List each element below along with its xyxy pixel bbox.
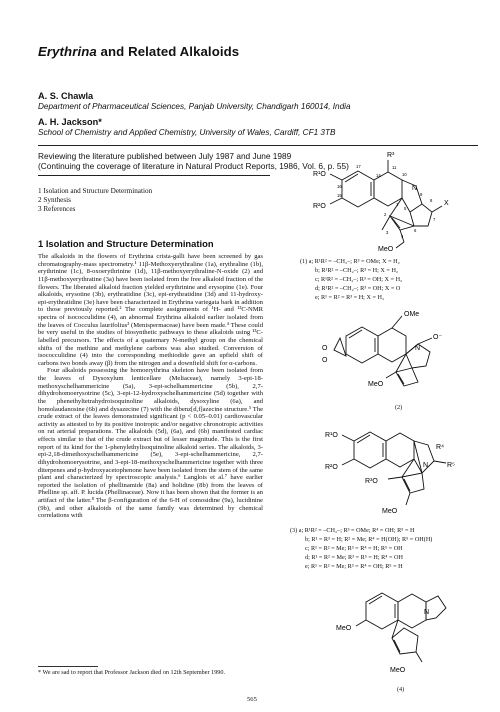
label-meo: MeO [382,508,398,515]
structure-2-caption: (2) [395,404,403,411]
structure-4-caption: (4) [397,686,405,693]
svg-text:17: 17 [356,164,361,169]
label-x: X [444,200,449,207]
caption-line: d; R¹R² = –CH₂–; R³ = OH; X = O [315,284,401,292]
author-2-affiliation: School of Chemistry and Applied Chemistry, University of Wales, Cardiff, CF1 3TB [38,128,336,137]
svg-text:8: 8 [430,198,433,203]
label-r4: R⁴ [436,444,445,451]
caption-line: e; R¹ = R² = Me; R³ = R⁴ = OH; R⁵ = H [305,562,403,570]
section-heading: 1 Isolation and Structure Determination [38,238,214,249]
svg-text:16: 16 [337,184,342,189]
caption-line: (1) a; R¹R² = –CH₂–; R³ = OMe; X = H₂ [300,258,400,265]
caption-line: b; R¹ = R³ = H; R² = Me; R⁴ = H(OH); R⁵ = OH(H) [305,535,433,543]
review-line-2: (Continuing the coverage of literature in Natural Product Reports, 1986, Vol. 6, p. 55) [38,161,349,172]
svg-text:9: 9 [420,192,423,197]
label-r2o: R²O [325,464,338,471]
svg-text:2: 2 [384,212,387,217]
label-meo-lower: MeO [390,667,406,674]
svg-text:O: O [322,357,328,364]
footnote-rule [38,666,98,667]
svg-text:4: 4 [401,234,404,239]
caption-line: e; R¹ = R² = R³ = H; X = H₂ [315,293,385,301]
label-n: N [424,609,430,616]
body-column [38,253,263,520]
label-meo-upper: MeO [336,625,352,632]
caption-line: d; R¹ = R² = Me; R³ = R⁵ = H; R⁴ = OH [305,553,403,561]
author-1-affiliation: Department of Pharmaceutical Sciences, Panjab University, Chandigarh 160014, India [38,102,351,111]
svg-text:O: O [322,345,328,352]
author-2-name: A. H. Jackson* [38,117,102,127]
caption-line: c; R¹R² = –CH₂–; R³ = OH; X = H₂ [315,275,403,283]
label-r5: R⁵ [447,462,455,469]
caption-line: b; R¹R² = –CH₂–; R³ = H; X = H₂ [315,266,399,274]
svg-text:6: 6 [414,228,417,233]
svg-text:5: 5 [404,206,407,211]
svg-text:11: 11 [392,165,397,170]
label-n: N [415,345,421,352]
toc-rule [38,175,270,176]
structure-3-caption [290,527,432,572]
title-genus: Erythrina [38,44,97,59]
review-line-1: Reviewing the literature published between July 1987 and June 1989 [38,151,292,161]
footnote: * We are sad to report that Professor Jackson died on 12th September 1990. [38,669,226,676]
svg-text:1: 1 [396,202,399,207]
label-r1o: R¹O [325,432,338,439]
page-number: 565 [247,696,257,703]
svg-text:15: 15 [337,193,342,198]
label-meo: MeO [378,246,394,253]
structure-1-drawing [300,150,480,260]
structure-3-drawing [310,417,460,525]
label-ome: OMe [404,311,420,318]
author-1-name: A. S. Chawla [38,91,94,101]
label-r3o: R³O [365,478,378,485]
title-rest: and Related Alkaloids [96,44,240,59]
svg-text:10: 10 [402,172,407,177]
body-paragraph: Four alkaloids possessing the homoerythrina skeleton have been isolated from the leaves of Dysoxylum lenticellare (Meliaceae), namely 3-epi-18-methoxyschelhammericine (5a), 3-epi-schelhammericine (5b), 2,7-dihydrohomoerysotrine (5c), 3-epi-12-hydroxyschelhammericine (5d) together with the phenethyltetrahydroisoquinoline alkaloids, dysoxyline (6a), and homolaudanosine (6b) and dysazecine (7) with the dibenz[d,f]azecine structure.⁵ The crude extract of the leaves demonstrated significant (p < 0.05–0.01) cardiovascular activity as attested to by its positive inotropic and/or negative chronotropic activities on rat arterial preparations. The alkaloids (5d), (6a), and (6b) manifested cardiac effects similar to that of the crude extract but of lesser magnitude. This is the first report of its kind for the 1-phenylethylisoquinoline alkaloid series. The alkaloids, 3-epi-2,18-dimethoxyschelhammericine (5e), 3-epi-schelhammericine, 2,7-dihydrohomoerysotrine, and 3-epi-18-methoxyschelhammericine together with three diterpenes and p-hydroxyacetophenone have been isolated from the stem of the same plant and characterized by spectroscopic analysis.⁶ Langlois et al.⁷ have earlier reported the isolation of phellinamide (8a) and holidine (8b) from the leaves of Phelline sp. aff. P. lucida (Phellinaceae). Now it has been shown that the former is an artifact of the latter.⁸ The β-configuration of the 6-H of comosidine (9a), lucidinine (9b), and other alkaloids of the same family was determined by chemical correlations with [38,367,263,520]
svg-text:3: 3 [386,230,389,235]
label-r2o: R²O [313,203,326,210]
label-o-minus: O⁻ [433,334,443,341]
svg-text:7: 7 [433,217,436,222]
caption-line: c; R¹ = R² = Me; R³ = R⁴ = H; R⁵ = OH [305,544,403,552]
label-r3: R³ [387,152,395,159]
svg-text:14: 14 [376,173,381,178]
label-meo: MeO [368,381,384,388]
caption-line: (3) a; R¹R² = –CH₂–; R³ = OMe; R⁴ = OH; R⁵ = H [290,527,415,534]
table-of-contents [38,187,152,213]
article-title [38,44,239,59]
structure-4-drawing [318,582,468,682]
structure-2-drawing [318,304,468,404]
label-r1o: R¹O [313,171,326,178]
header-rule [38,145,478,146]
body-paragraph: The alkaloids in the flowers of Erythrina crista-galli have been screened by gas chromatography-mass spectrometry.¹ 11β-Methoxyerythraline (1a), erythraline (1b), erythrinine (1c), 8-oxoerythrinine (1d), 11β-methoxyerythraline-N-oxide (2) and 11β-methoxyerythratine (3a) have been isolated from the free alkaloid fraction of the flowers. The liberated alkaloid fraction yielded erythrinine and erysopine (1e). Four alkaloids, erysotine (3b), erythratidine (3c), epi-erythratidine (3d) and 11-hydroxy-epi-erythratidine (3e) have been characterized in Erythrina variegata bark in addition to those previously reported.² The complete assignments of ¹H- and ¹³C-NMR spectra of isococculidine (4), an abnormal Erythrina alkaloid earlier isolated from the leaves of Cocculus laurifolius³ (Menispermaceae) have been made.⁴ These could be very useful in the studies of biosynthetic pathways to these alkaloids using ¹³C-labelled precursors. The effects of a quaternary N-methyl group on the chemical shifts of the methine and methylene carbons was also studied. Conversion of isococculidine (4) into the corresponding methiodide gave an upfield shift of carbons two bonds away (β) from the nitrogen and a downfield shift for α-carbons. [38,253,263,367]
structure-1-caption [300,258,402,303]
label-n: N [423,462,429,469]
label-n: N [412,185,418,192]
toc-item: 1 Isolation and Structure Determination [38,187,153,195]
toc-item: 3 References [38,204,76,213]
toc-item: 2 Synthesis [38,195,71,204]
